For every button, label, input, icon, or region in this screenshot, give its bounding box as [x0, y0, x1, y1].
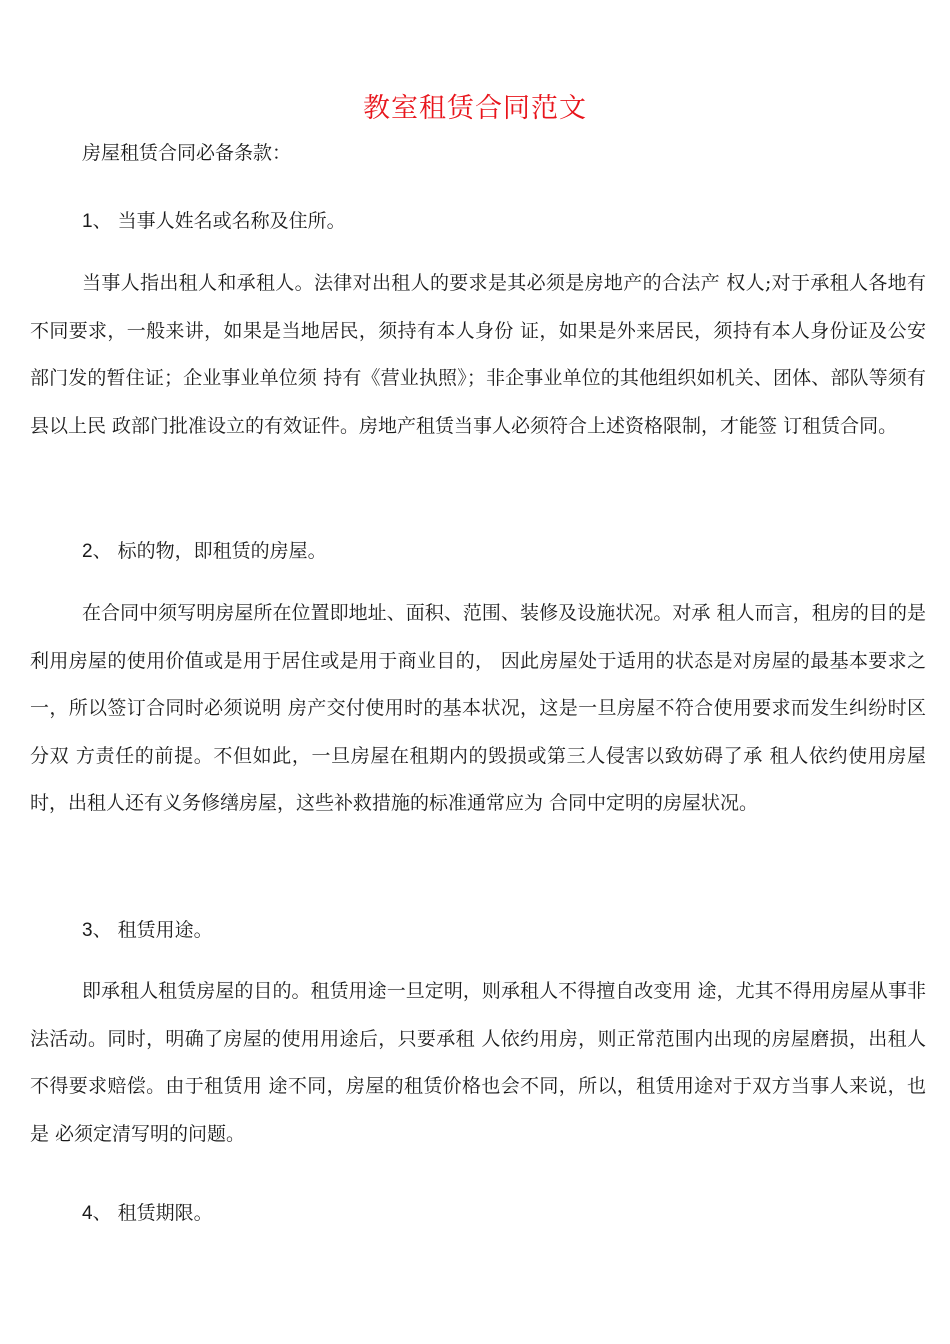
- section-4-heading: [82, 1198, 213, 1225]
- section-number: 4: [82, 1203, 93, 1224]
- section-number: 2: [82, 541, 93, 562]
- section-heading-text: 、 当事人姓名或名称及住所。: [92, 210, 346, 232]
- document-title: 教室租赁合同范文: [363, 93, 587, 124]
- section-heading-text: 、 租赁期限。: [92, 1202, 213, 1224]
- section-2-heading: [82, 536, 327, 563]
- section-3-body: 即承租人租赁房屋的目的。租赁用途一旦定明，则承租人不得擅自改变用 途，尤其不得用房屋从事非法活动。同时，明确了房屋的使用用途后，只要承租 人依约用房，则正常范围内出现的房屋磨损，出租人不得要求赔偿。由于租赁用 途不同，房屋的租赁价格也会不同，所以，租赁用途对于双方当事人来说，也是 必须定清写明的问题。: [30, 980, 926, 1145]
- section-2-body: 在合同中须写明房屋所在位置即地址、面积、范围、装修及设施状况。对承 租人而言，租房的目的是利用房屋的使用价值或是用于居住或是用于商业目的， 因此房屋处于适用的状态是对房屋的最基本要求之一，所以签订合同时必须说明 房产交付使用时的基本状况，这是一旦房屋不符合使用要求而发生纠纷时区分双 方责任的前提。不但如此，一旦房屋在租期内的毁损或第三人侵害以致妨碍了承 租人依约使用房屋时，出租人还有义务修缮房屋，这些补救措施的标准通常应为 合同中定明的房屋状况。: [30, 602, 926, 814]
- section-heading-text: 、 租赁用途。: [92, 919, 213, 941]
- section-3-heading: [82, 915, 213, 942]
- section-1-heading: [82, 206, 346, 233]
- section-1-body: 当事人指出租人和承租人。法律对出租人的要求是其必须是房地产的合法产 权人;对于承租人各地有不同要求，一般来讲，如果是当地居民，须持有本人身份 证，如果是外来居民，须持有本人身份证及公安部门发的暂住证；企业事业单位须 持有《营业执照》；非企事业单位的其他组织如机关、团体、部队等须有县以上民 政部门批准设立的有效证件。房地产租赁当事人必须符合上述资格限制，才能签 订租赁合同。: [30, 272, 926, 437]
- section-number: 3: [82, 920, 93, 941]
- intro-text: 房屋租赁合同必备条款：: [82, 142, 292, 164]
- section-number: 1: [82, 211, 93, 232]
- section-heading-text: 、 标的物，即租赁的房屋。: [92, 540, 327, 562]
